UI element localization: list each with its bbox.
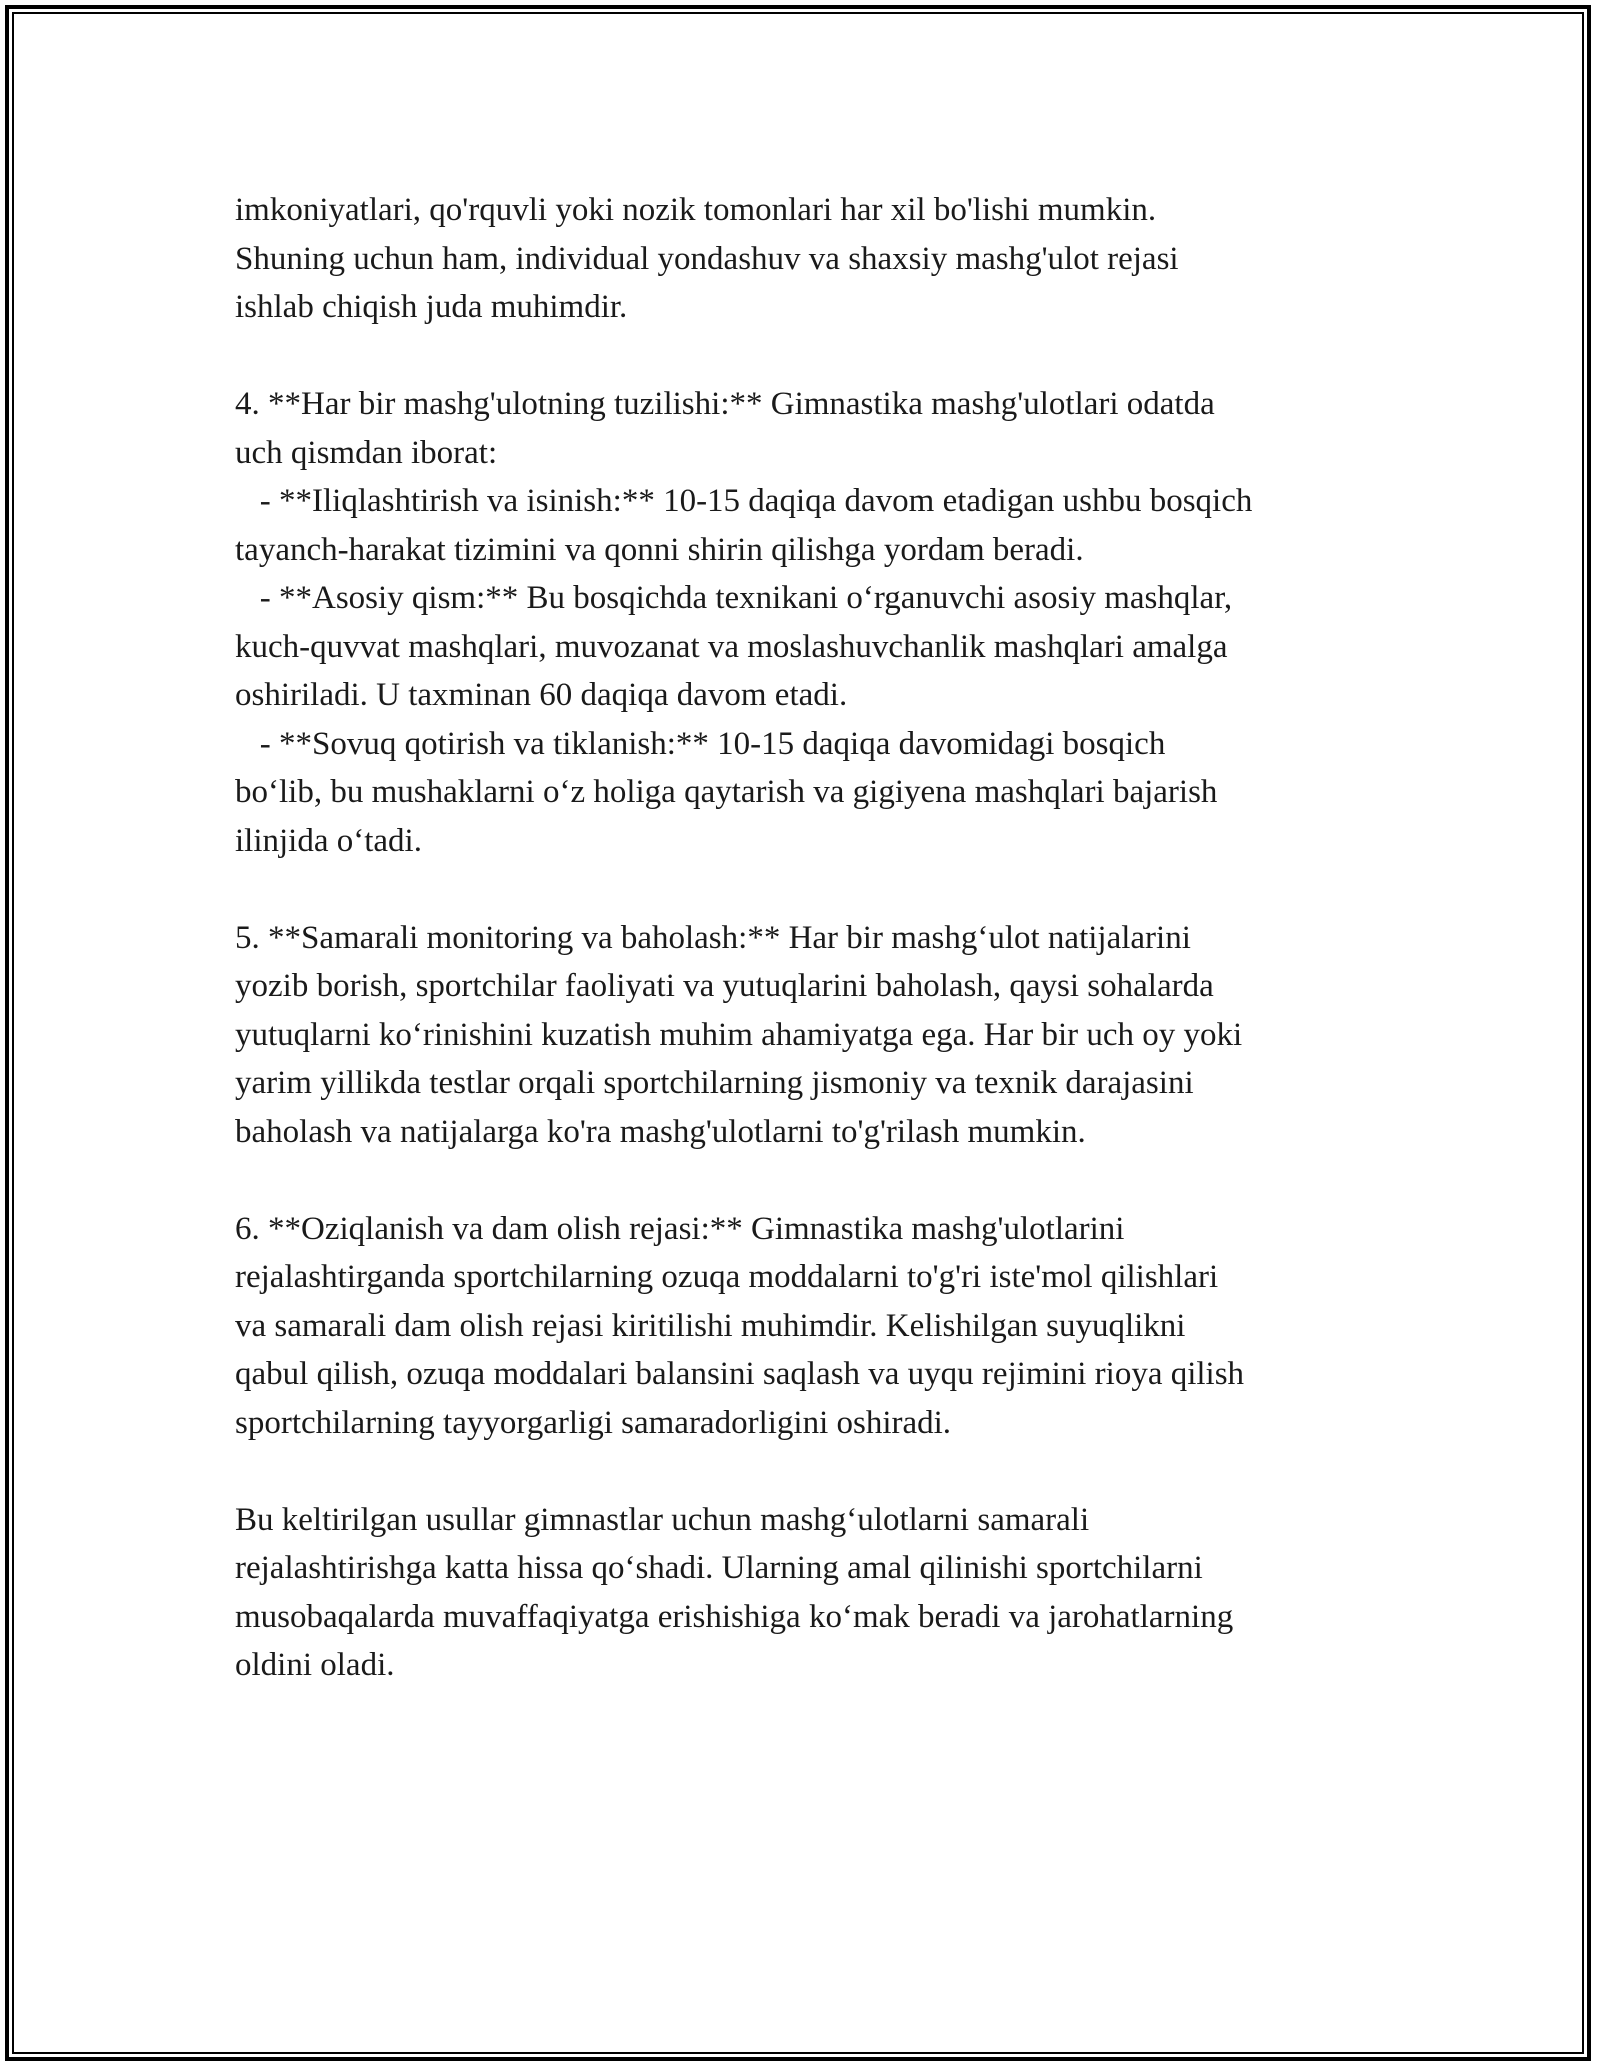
text-line: tayanch-harakat tizimini va qonni shirin qilishga yordam beradi. [235,531,1084,568]
text-line: yutuqlarni ko‘rinishini kuzatish muhim ahamiyatga ega. Har bir uch oy yoki [235,1016,1243,1053]
text-line: sportchilarning tayyorgarligi samaradorligini oshiradi. [235,1404,952,1441]
text-line: - **Sovuq qotirish va tiklanish:** 10-15 daqiqa davomidagi bosqich [235,725,1166,762]
text-line: yozib borish, sportchilar faoliyati va yutuqlarini baholash, qaysi sohalarda [235,968,1214,1004]
blank-line [235,865,1415,914]
blank-line [235,332,1415,381]
text-line: ishlab chiqish juda muhimdir. [235,289,628,325]
text-line: 4. **Har bir mashg'ulotning tuzilishi:** Gimnastika mashg'ulotlari odatda [235,386,1215,422]
text-line: oldini oladi. [235,1647,395,1683]
text-line: - **Iliqlashtirish va isinish:** 10-15 daqiqa davom etadigan ushbu bosqich [235,483,1253,519]
text-line: imkoniyatlari, qo'rquvli yoki nozik tomonlari har xil bo'lishi mumkin. [235,192,1157,228]
text-line: va samarali dam olish rejasi kiritilishi muhimdir. Kelishilgan suyuqlikni [235,1307,1186,1344]
text-line: Bu keltirilgan usullar gimnastlar uchun mashg‘ulotlarni samarali [235,1501,1090,1538]
blank-line [235,1447,1415,1496]
text-line: rejalashtirganda sportchilarning ozuqa moddalarni to'g'ri iste'mol qilishlari [235,1259,1219,1295]
text-line: bo‘lib, bu mushaklarni o‘z holiga qaytarish va gigiyena mashqlari bajarish [235,774,1218,810]
text-line: oshiriladi. U taxminan 60 daqiqa davom etadi. [235,677,848,713]
text-line: uch qismdan iborat: [235,434,498,471]
text-line: Shuning uchun ham, individual yondashuv va shaxsiy mashg'ulot rejasi [235,240,1179,277]
text-line: kuch-quvvat mashqlari, muvozanat va moslashuvchanlik mashqlari amalga [235,628,1228,665]
text-line: - **Asosiy qism:** Bu bosqichda texnikani o‘rganuvchi asosiy mashqlar, [235,580,1233,616]
document-body [235,186,1415,1690]
text-line: baholash va natijalarga ko'ra mashg'ulotlarni to'g'rilash mumkin. [235,1113,1086,1150]
text-line: 6. **Oziqlanish va dam olish rejasi:** Gimnastika mashg'ulotlarini [235,1210,1125,1247]
text-line: yarim yillikda testlar orqali sportchilarning jismoniy va texnik darajasini [235,1065,1194,1101]
text-line: qabul qilish, ozuqa moddalari balansini saqlash va uyqu rejimini rioya qilish [235,1356,1245,1392]
blank-line [235,1156,1415,1205]
text-line: rejalashtirishga katta hissa qo‘shadi. Ularning amal qilinishi sportchilarni [235,1550,1203,1586]
text-line: ilinjida o‘tadi. [235,822,422,859]
text-line: 5. **Samarali monitoring va baholash:** Har bir mashg‘ulot natijalarini [235,919,1191,956]
text-line: musobaqalarda muvaffaqiyatga erishishiga ko‘mak beradi va jarohatlarning [235,1598,1234,1635]
